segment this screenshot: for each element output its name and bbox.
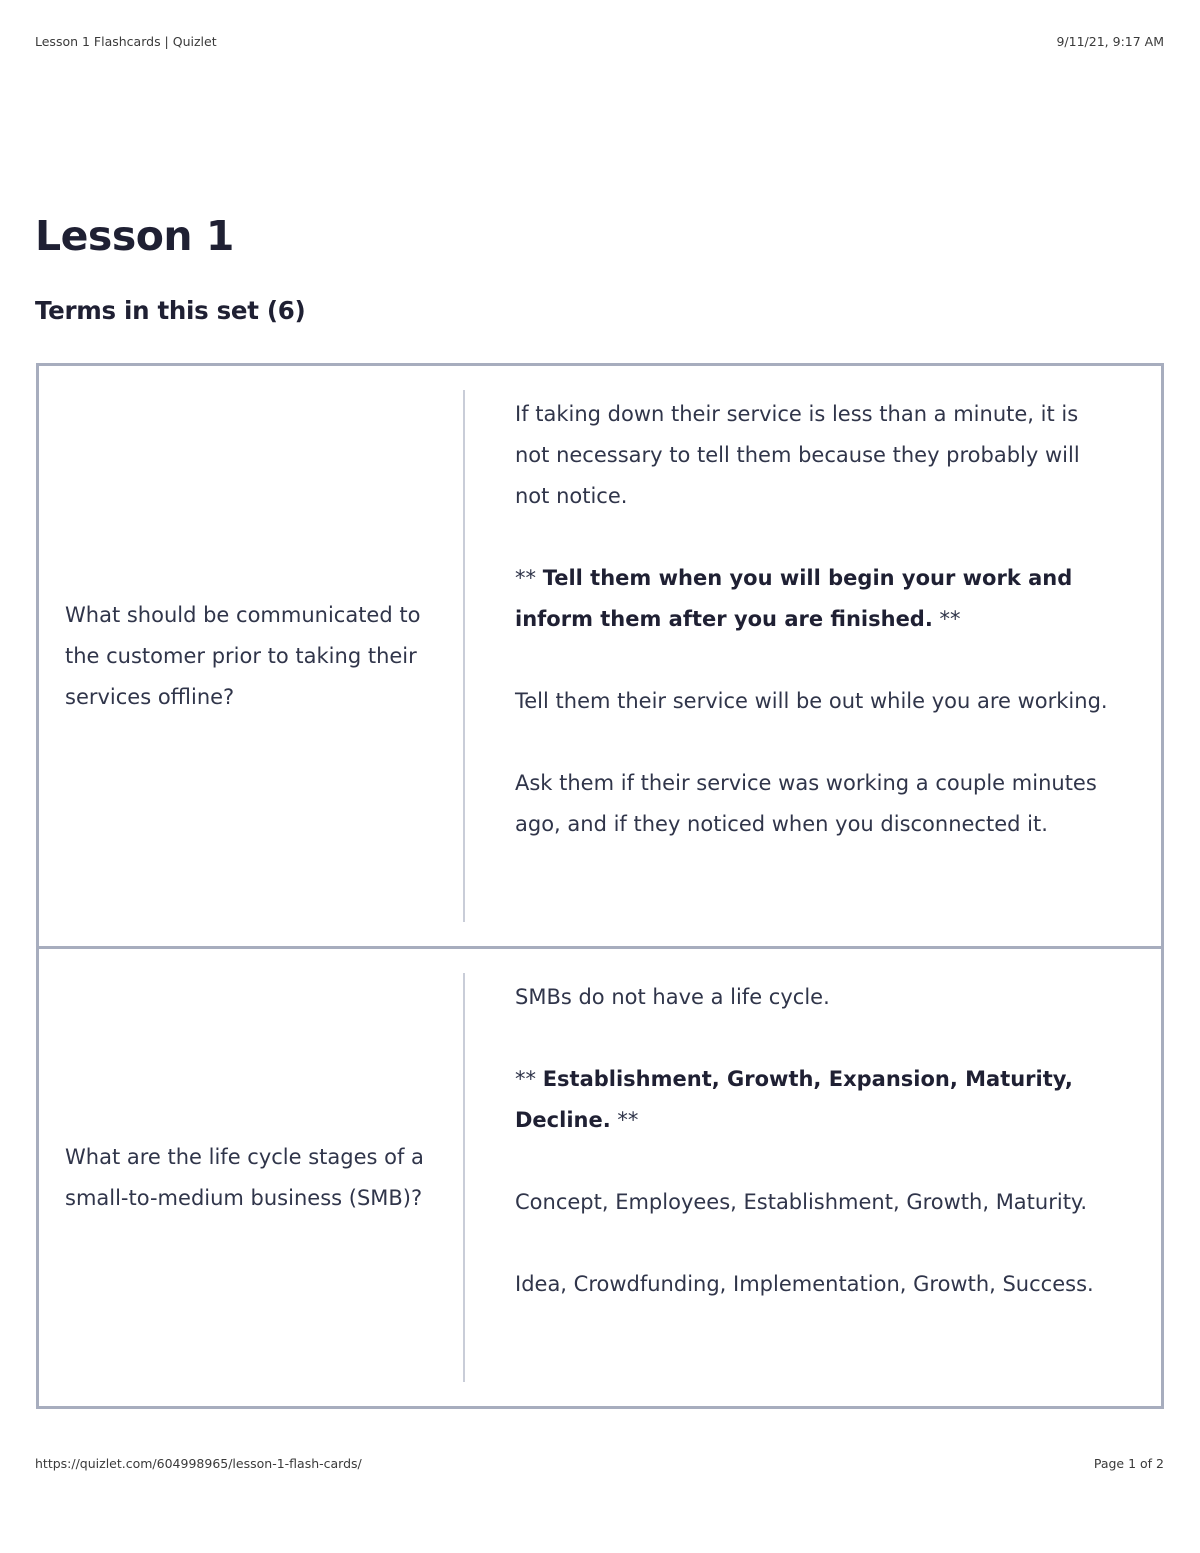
correct-answer-text: Tell them when you will begin your work and inform them after you are finished. — [515, 566, 1073, 631]
card-definition — [515, 394, 1115, 845]
print-footer — [35, 1456, 1164, 1474]
term-text: What are the life cycle stages of a small-to-medium business (SMB)? — [65, 1144, 424, 1210]
card-term — [65, 366, 425, 946]
correct-marker-suffix: ** — [932, 607, 961, 631]
correct-answer-option — [515, 558, 1115, 640]
flashcard — [39, 946, 1161, 1406]
answer-option: SMBs do not have a life cycle. — [515, 985, 830, 1009]
print-header — [35, 34, 1164, 52]
correct-marker-prefix: ** — [515, 566, 543, 590]
flashcard — [39, 366, 1161, 946]
flashcard-list — [36, 363, 1164, 1409]
card-divider — [463, 390, 465, 922]
term-text: What should be communicated to the customer prior to taking their services offline? — [65, 602, 421, 709]
answer-option: Concept, Employees, Establishment, Growth, Maturity. — [515, 1190, 1088, 1214]
print-url: https://quizlet.com/604998965/lesson-1-flash-cards/ — [35, 1456, 362, 1471]
correct-answer-option — [515, 1059, 1115, 1141]
print-page-number: Page 1 of 2 — [1093, 1456, 1164, 1471]
correct-marker-suffix: ** — [610, 1108, 639, 1132]
answer-option: Idea, Crowdfunding, Implementation, Growth, Success. — [515, 1272, 1094, 1296]
card-term — [65, 949, 425, 1406]
correct-marker-prefix: ** — [515, 1067, 543, 1091]
set-title: Lesson 1 — [35, 212, 234, 260]
answer-option: Tell them their service will be out while you are working. — [515, 689, 1108, 713]
card-definition — [515, 977, 1115, 1305]
print-page-title: Lesson 1 Flashcards | Quizlet — [35, 34, 217, 49]
print-timestamp: 9/11/21, 9:17 AM — [1056, 34, 1164, 49]
correct-answer-text: Establishment, Growth, Expansion, Maturity, Decline. — [515, 1067, 1073, 1132]
answer-option: If taking down their service is less than a minute, it is not necessary to tell them because they probably will not notice. — [515, 402, 1080, 508]
answer-option: Ask them if their service was working a couple minutes ago, and if they noticed when you disconnected it. — [515, 771, 1097, 836]
card-divider — [463, 973, 465, 1382]
terms-count-heading: Terms in this set (6) — [35, 296, 306, 325]
